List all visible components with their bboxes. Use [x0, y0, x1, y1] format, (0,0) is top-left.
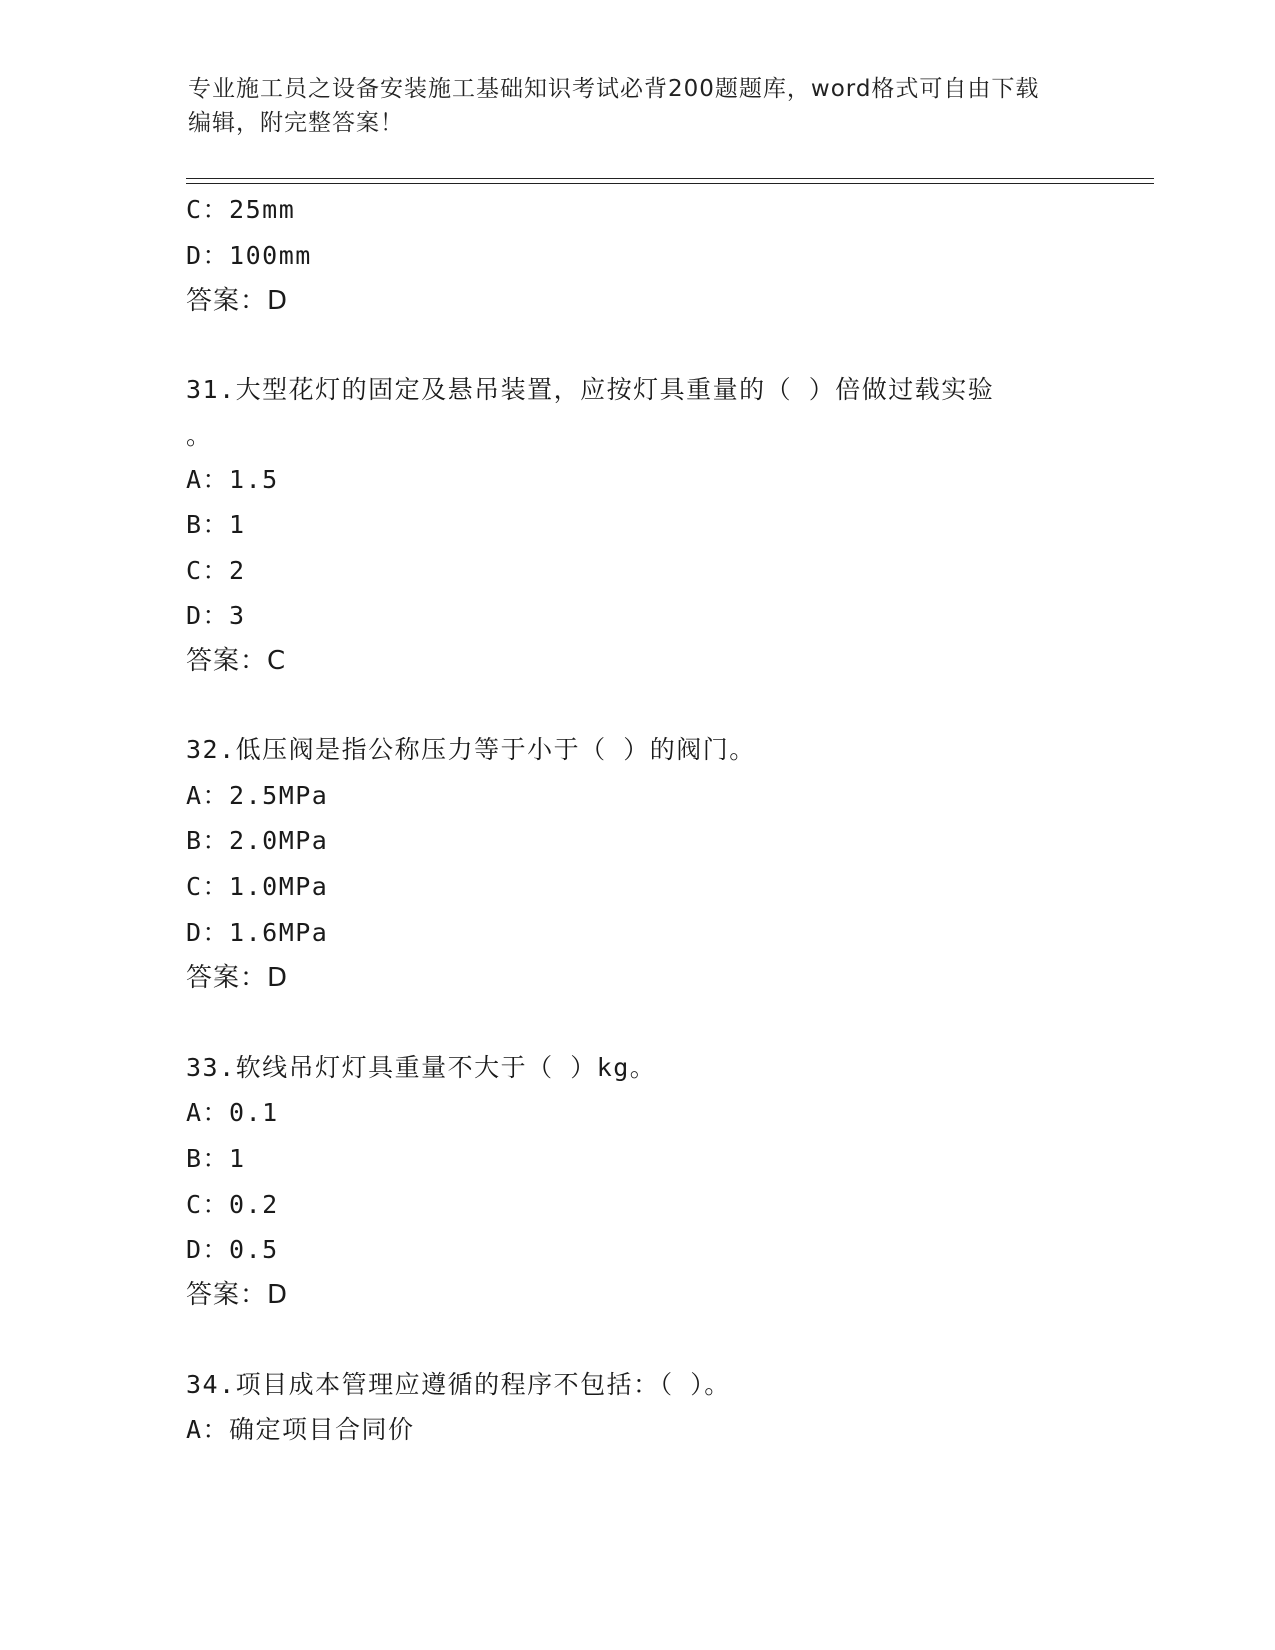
header-divider-top	[186, 178, 1154, 179]
q34-option-a: A：确定项目合同价	[186, 1415, 415, 1444]
q34-stem: 34.项目成本管理应遵循的程序不包括：（ ）。	[186, 1370, 731, 1399]
document-header	[188, 72, 1088, 140]
answer-label: 答案：	[186, 646, 268, 676]
q32-stem: 32.低压阀是指公称压力等于小于（ ）的阀门。	[186, 735, 756, 764]
q31-option-b: B：1	[186, 510, 246, 539]
answer-value: D	[267, 286, 289, 316]
q32-option-c: C：1.0MPa	[186, 872, 329, 901]
q33-option-a: A：0.1	[186, 1098, 279, 1127]
header-divider-bottom	[186, 183, 1154, 184]
prev-option-c: C：25mm	[186, 195, 296, 224]
q31-stem-continuation: 。	[186, 421, 213, 450]
answer-label: 答案：	[186, 963, 268, 993]
q31-stem: 31.大型花灯的固定及悬吊装置，应按灯具重量的（ ）倍做过载实验	[186, 375, 995, 404]
q33-option-b: B：1	[186, 1144, 246, 1173]
answer-value: D	[267, 1280, 289, 1310]
prev-option-d: D：100mm	[186, 241, 312, 270]
answer-label: 答案：	[186, 286, 268, 316]
answer-value: C	[267, 646, 287, 676]
q32-option-d: D：1.6MPa	[186, 918, 329, 947]
q31-option-c: C：2	[186, 556, 246, 585]
q33-stem: 33.软线吊灯灯具重量不大于（ ）kg。	[186, 1053, 657, 1082]
q31-option-a: A：1.5	[186, 465, 279, 494]
q33-option-d: D：0.5	[186, 1235, 279, 1264]
q33-option-c: C：0.2	[186, 1190, 279, 1219]
q32-answer	[186, 962, 288, 994]
q31-answer	[186, 645, 286, 677]
q33-answer	[186, 1279, 288, 1311]
prev-answer	[186, 285, 288, 317]
q32-option-b: B：2.0MPa	[186, 826, 329, 855]
answer-value: D	[267, 963, 289, 993]
header-title-line1: 专业施工员之设备安装施工基础知识考试必背200题题库，word格式可自由下载	[188, 76, 1040, 102]
q32-option-a: A：2.5MPa	[186, 781, 329, 810]
q31-option-d: D：3	[186, 601, 246, 630]
header-title-line2: 编辑，附完整答案！	[188, 110, 404, 136]
answer-label: 答案：	[186, 1280, 268, 1310]
